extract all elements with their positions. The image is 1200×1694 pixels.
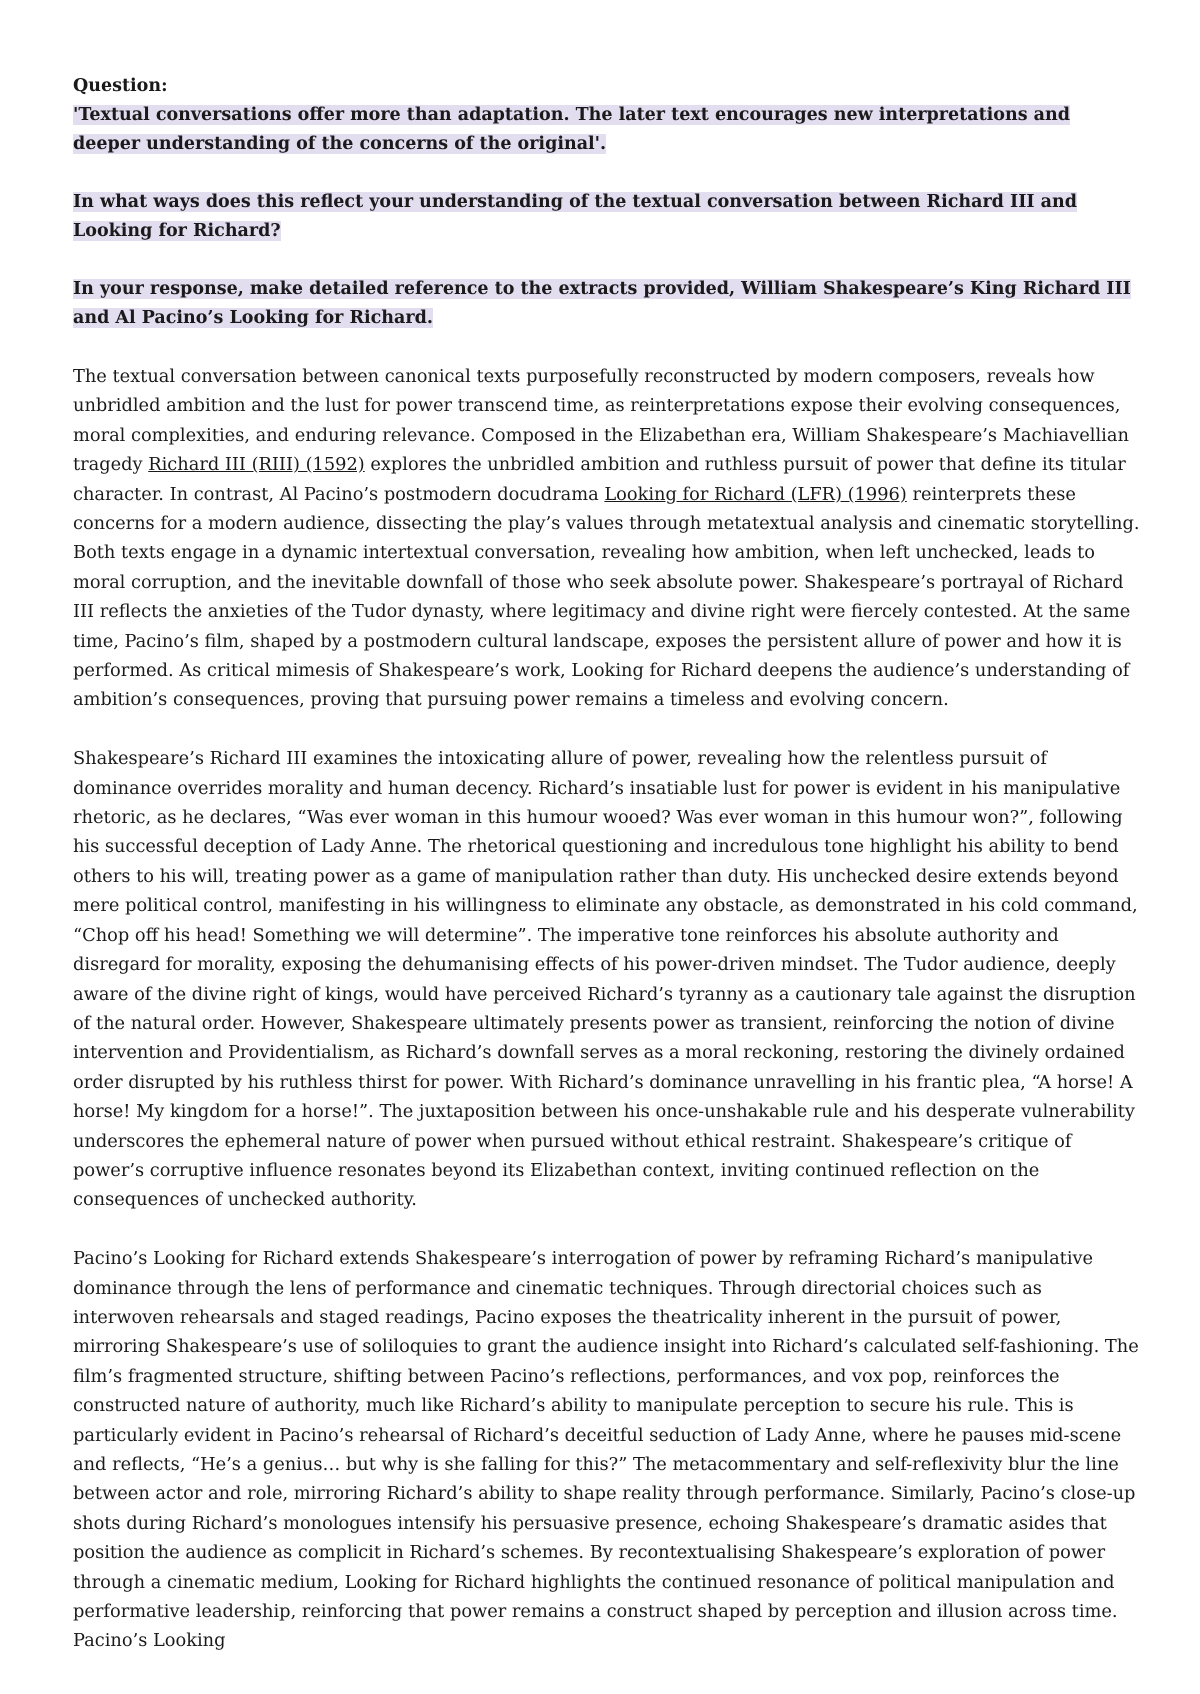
question-label: Question: — [73, 76, 168, 96]
title-looking-for-richard: Looking for Richard (LFR) (1996) — [604, 483, 907, 505]
intro-text-1: The textual conversation between canonical texts purposefully reconstructed by modern composers, reveals how unbridled ambition and the lust for power transcend time, as reinterpretations expose their evolving consequences, moral complexities, and enduring relevance. Composed in the Elizabethan era, William Shakespeare’s Machiavellian tragedy — [73, 366, 1129, 476]
paragraph-introduction — [73, 362, 1141, 715]
document-page — [73, 72, 1141, 1656]
title-richard-iii: Richard III (RIII) (1592) — [148, 454, 365, 476]
paragraph-looking-for-richard: Pacino’s Looking for Richard extends Shakespeare’s interrogation of power by reframing Richard’s manipulative dominance through the lens of performance and cinematic techniques. Through directorial choices such as interwoven rehearsals and staged readings, Pacino exposes the theatricality inherent in the pursuit of power, mirroring Shakespeare’s use of soliloquies to grant the audience insight into Richard’s calculated self-fashioning. The film’s fragmented structure, shifting between Pacino’s reflections, performances, and vox pop, reinforces the constructed nature of authority, much like Richard’s ability to manipulate perception to secure his rule. This is particularly evident in Pacino’s rehearsal of Richard’s deceitful seduction of Lady Anne, where he pauses mid-scene and reflects, “He’s a genius… but why is she falling for this?” The metacommentary and self-reflexivity blur the line between actor and role, mirroring Richard’s ability to shape reality through performance. Similarly, Pacino’s close-up shots during Richard’s monologues intensify his persuasive presence, echoing Shakespeare’s dramatic asides that position the audience as complicit in Richard’s schemes. By recontextualising Shakespeare’s exploration of power through a cinematic medium, Looking for Richard highlights the continued resonance of political manipulation and performative leadership, reinforcing that power remains a construct shaped by perception and illusion across time. Pacino’s Looking — [73, 1248, 1139, 1652]
paragraph-richard-iii: Shakespeare’s Richard III examines the intoxicating allure of power, revealing how the relentless pursuit of dominance overrides morality and human decency. Richard’s insatiable lust for power is evident in his manipulative rhetoric, as he declares, “Was ever woman in this humour wooed? Was ever woman in this humour won?”, following his successful deception of Lady Anne. The rhetorical questioning and incredulous tone highlight his ability to bend others to his will, treating power as a game of manipulation rather than duty. His unchecked desire extends beyond mere political control, manifesting in his willingness to eliminate any obstacle, as demonstrated in his cold command, “Chop off his head! Something we will determine”. The imperative tone reinforces his absolute authority and disregard for morality, exposing the dehumanising effects of his power-driven mindset. The Tudor audience, deeply aware of the divine right of kings, would have perceived Richard’s tyranny as a cautionary tale against the disruption of the natural order. However, Shakespeare ultimately presents power as transient, reinforcing the notion of divine intervention and Providentialism, as Richard’s downfall serves as a moral reckoning, restoring the divinely ordained order disrupted by his ruthless thirst for power. With Richard’s dominance unravelling in his frantic plea, “A horse! A horse! My kingdom for a horse!”. The juxtaposition between his once-unshakable rule and his desperate vulnerability underscores the ephemeral nature of power when pursued without ethical restraint. Shakespeare’s critique of power’s corruptive influence resonates beyond its Elizabethan context, inviting continued reflection on the consequences of unchecked authority. — [73, 748, 1138, 1211]
question-instruction: In your response, make detailed reference to the extracts provided, William Shakespeare’s King Richard III and Al Pacino’s Looking for Richard. — [73, 279, 1131, 328]
intro-text-2: explores the unbridled ambition and ruthless pursuit of power that define its titular character. In contrast, Al Pacino’s postmodern docudrama — [73, 454, 1126, 505]
question-prompt: In what ways does this reflect your understanding of the textual conversation between Richard III and Looking for Richard? — [73, 192, 1077, 241]
question-quote: 'Textual conversations offer more than adaptation. The later text encourages new interpretations and deeper understanding of the concerns of the original'. — [73, 105, 1070, 154]
intro-text-3: reinterprets these concerns for a modern audience, dissecting the play’s values through metatextual analysis and cinematic storytelling. Both texts engage in a dynamic intertextual conversation, revealing how ambition, when left unchecked, leads to moral corruption, and the inevitable downfall of those who seek absolute power. Shakespeare’s portrayal of Richard III reflects the anxieties of the Tudor dynasty, where legitimacy and divine right were fiercely contested. At the same time, Pacino’s film, shaped by a postmodern cultural landscape, exposes the persistent allure of power and how it is performed. As critical mimesis of Shakespeare’s work, Looking for Richard deepens the audience’s understanding of ambition’s consequences, proving that pursuing power remains a timeless and evolving concern. — [73, 483, 1140, 711]
